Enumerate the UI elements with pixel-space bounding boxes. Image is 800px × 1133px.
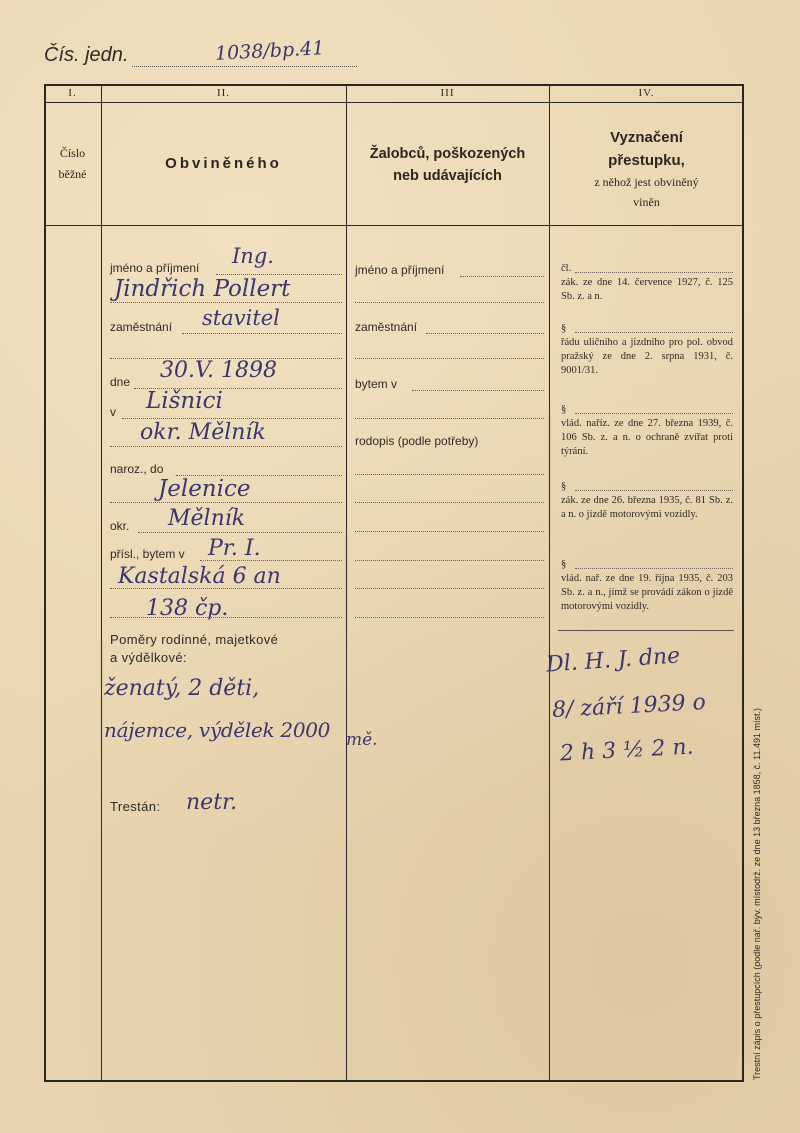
law-item-5-para: § xyxy=(561,559,567,570)
accused-date-label: dne xyxy=(110,375,131,389)
accused-place-value: Lišnici xyxy=(146,388,223,414)
complainant-origin-line-2 xyxy=(355,502,544,503)
accused-residence-label: přísl., bytem v xyxy=(110,547,185,561)
accused-date-value: 30.V. 1898 xyxy=(160,358,278,383)
accused-district-value: Mělník xyxy=(168,506,246,531)
complainant-name-line-2 xyxy=(355,302,544,303)
column-header-4-sub2: viněn xyxy=(633,195,660,209)
accused-occupation-line xyxy=(182,333,342,334)
accused-circumstances-value-2: nájemce, výdělek 2000 xyxy=(104,718,331,742)
case-number-value: 1038/bp.41 xyxy=(214,37,325,65)
case-number-label: Čís. jedn. xyxy=(44,44,129,66)
accused-born-label: naroz., do xyxy=(110,462,164,476)
law-item-5-line xyxy=(575,568,733,569)
complainant-origin-line-5 xyxy=(355,588,544,589)
law-item-4-line xyxy=(575,490,733,491)
accused-occupation-label: zaměstnání xyxy=(110,320,173,334)
column-header-2: Obviněného xyxy=(165,155,282,172)
case-number-line xyxy=(132,66,357,67)
column-numeral-4: IV. xyxy=(638,87,655,99)
law-item-1-para: čl. xyxy=(561,263,572,274)
complainant-origin-line-1 xyxy=(355,474,544,475)
law-item-3-text: vlád. naříz. ze dne 27. března 1939, č. 106 Sb. z. a n. o ochraně zvířat proti týrání. xyxy=(561,418,733,457)
accused-street-value: Kastalská 6 an xyxy=(118,564,281,589)
column-header-3 xyxy=(346,143,549,187)
column-divider-1 xyxy=(101,84,102,1082)
accused-circumstances-unit: mě. xyxy=(346,730,378,750)
law-item-1 xyxy=(561,262,733,304)
accused-occupation-value: stavitel xyxy=(202,306,280,330)
column-header-3-line2: neb udávajících xyxy=(393,168,502,184)
complainant-occupation-label: zaměstnání xyxy=(355,320,418,334)
accused-circumstances-value-1: ženatý, 2 děti, xyxy=(104,676,260,701)
complainant-name-label: jméno a příjmení xyxy=(355,263,445,277)
accused-title-value: Ing. xyxy=(232,244,274,268)
complainant-occupation-line-2 xyxy=(355,358,544,359)
complainant-origin-line-6 xyxy=(355,617,544,618)
law-list-end-line xyxy=(558,630,734,631)
law-item-5 xyxy=(561,558,733,614)
accused-place-district-value: okr. Mělník xyxy=(140,420,266,445)
column-header-4-line1: Vyznačení xyxy=(610,129,683,146)
law-item-3 xyxy=(561,403,733,459)
complainant-name-line xyxy=(460,276,544,277)
complainant-occupation-line xyxy=(426,333,544,334)
accused-district-label: okr. xyxy=(110,519,130,533)
complainant-residence-line xyxy=(412,390,544,391)
offense-note-line-1: Dl. H. J. dne xyxy=(545,643,681,678)
law-item-3-line xyxy=(575,413,733,414)
complainant-origin-line-4 xyxy=(355,560,544,561)
accused-house-number-value: 138 čp. xyxy=(146,596,229,621)
accused-place-line-2 xyxy=(110,446,342,447)
offense-note-line-3: 2 h 3 ½ 2 n. xyxy=(559,734,695,767)
column-header-4-line2: přestupku, xyxy=(608,152,685,169)
accused-punished-label: Trestán: xyxy=(110,799,161,814)
column-header-4 xyxy=(549,126,744,211)
column-numeral-1: I. xyxy=(68,87,77,99)
law-item-2 xyxy=(561,322,733,378)
law-item-4-para: § xyxy=(561,481,567,492)
accused-name-line xyxy=(216,274,342,275)
column-numeral-2: II. xyxy=(216,87,231,99)
accused-district-line xyxy=(138,532,342,533)
law-item-3-para: § xyxy=(561,404,567,415)
law-item-2-text: řádu uličního a jízdního pro pol. obvod pražský ze dne 2. srpna 1931, č. 9001/31. xyxy=(561,337,733,376)
accused-residence-value: Pr. I. xyxy=(208,536,261,561)
column-header-4-sub1: z něhož jest obviněný xyxy=(594,175,699,189)
column-divider-2 xyxy=(346,84,347,1082)
header-row-divider xyxy=(44,225,744,226)
accused-name-line-2 xyxy=(110,302,342,303)
law-item-2-para: § xyxy=(561,323,567,334)
complainant-origin-line-3 xyxy=(355,531,544,532)
accused-place-label: v xyxy=(110,405,116,419)
accused-circumstances-label-1: Poměry rodinné, majetkové xyxy=(110,632,279,647)
law-item-2-line xyxy=(575,332,733,333)
column-header-1 xyxy=(44,143,101,185)
complainant-residence-label: bytem v xyxy=(355,377,398,391)
numeral-row-divider xyxy=(44,102,744,103)
form-side-caption: Trestní zápis o přestupcích (podle nař. býv. místodrž. ze dne 13 března 1858, č. 11.491 míst.) xyxy=(752,707,762,1080)
accused-place-line xyxy=(122,418,342,419)
accused-name-value: Jindřich Pollert xyxy=(114,276,291,302)
law-item-1-line xyxy=(575,272,733,273)
offense-note-line-2: 8/ září 1939 o xyxy=(551,689,707,724)
law-item-5-text: vlád. nař. ze dne 19. října 1935, č. 203 Sb. z. a n., jímž se provádí zákon o jízdě motorovými vozidly. xyxy=(561,573,733,612)
accused-circumstances-label-2: a výdělkové: xyxy=(110,650,188,665)
accused-born-value: Jelenice xyxy=(158,476,251,502)
law-item-1-text: zák. ze dne 14. července 1927, č. 125 Sb. z. a n. xyxy=(561,277,733,302)
accused-born-line-2 xyxy=(110,502,342,503)
complainant-origin-label: rodopis (podle potřeby) xyxy=(355,434,479,448)
column-numeral-3: III xyxy=(440,87,455,99)
column-header-1-line2: běžné xyxy=(58,167,87,181)
law-item-4 xyxy=(561,480,733,522)
column-header-3-line1: Žalobců, poškozených xyxy=(369,146,526,162)
column-header-1-line1: Číslo xyxy=(59,146,86,160)
accused-name-label: jméno a příjmení xyxy=(110,261,200,275)
law-item-4-text: zák. ze dne 26. března 1935, č. 81 Sb. z. a n. o jízdě motorovými vozidly. xyxy=(561,495,733,520)
column-divider-3 xyxy=(549,84,550,1082)
accused-punished-value: netr. xyxy=(186,790,238,815)
complainant-residence-line-2 xyxy=(355,418,544,419)
